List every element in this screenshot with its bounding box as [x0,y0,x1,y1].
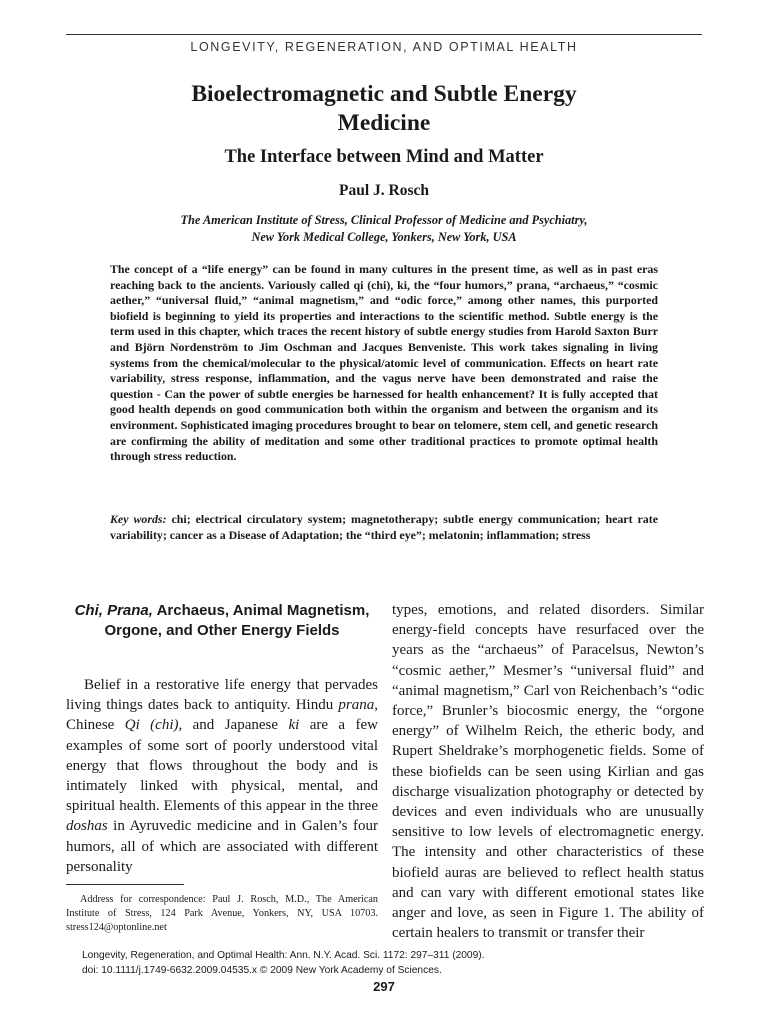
page-number: 297 [373,979,395,994]
right-paragraph: types, emotions, and related disorders. Similar energy-field concepts have resurfaced over the years as the “archaeus” of Paracelsus, Newton’s “cosmic aether,” Mesmer’s “universal fluid” and “animal magnetism,” Carl von Reichenbach’s “odic force,” Brunler’s biocosmic energy, the “orgone energy” of Wilhelm Reich, the etheric body, and Rupert Sheldrake’s morphogenetic fields. Some of these biofields can be seen using Kirlian and gas discharge visualization photography or detected by devices and even individuals who are unusually sensitive to low levels of electromagnetic energy. The intensity and other characteristics of these biofield auras are believed to reflect health status and can vary with different emotional states like anger and love, as seen in Figure 1. The ability of certain healers to transmit or transfer their [392,602,704,942]
section-heading-italic: Chi, Prana, [74,602,153,619]
author-name: Paul J. Rosch [339,182,429,199]
term-doshas: doshas [66,818,108,835]
running-head: LONGEVITY, REGENERATION, AND OPTIMAL HEALTH [66,34,702,54]
abstract: The concept of a “life energy” can be found in many cultures in the present time, as well as in past eras reaching back to the ancients. Variously called qi (chi), ki, the “four humors,” prana, “archaeus,” “cosmic aether,” “universal fluid,” “animal magnetism,” and “odic force,” among other names, this purported biofield is beginning to yield its properties and interactions to the scientific method. Subtle energy is the term used in this chapter, which traces the recent history of subtle energy studies from Harold Saxton Burr and Björn Nordenström to Jim Oschman and Jacques Benveniste. This work takes signaling in living systems from the chemical/molecular to the physical/atomic level of communication. Effects on heart rate variability, stress response, inflammation, and the vagus nerve have been demonstrated and raise the question - Can the power of subtle energies be harnessed for health enhancement? It is fully accepted that good health depends on good communication both within the organism and between the organism and its environment. Sophisticated imaging procedures brought to bear on telomere, stem cell, and genetic research are confirming the ability of meditation and some other traditional practices to promote optimal health through stress reduction. [110,262,658,464]
term-ki: ki [288,717,300,734]
affiliation-line-1: The American Institute of Stress, Clinical Professor of Medicine and Psychiatry, [180,213,588,227]
keywords-text: chi; electrical circulatory system; magnetotherapy; subtle energy communication; heart rate variability; cancer as a Disease of Adaptation; the “third eye”; melatonin; inflammation; stress [110,512,658,542]
title-line-2: Medicine [337,110,431,136]
author-affiliation [90,212,678,246]
term-qi: Qi (chi) [124,717,179,734]
correspondence-footnote: Address for correspondence: Paul J. Rosch, M.D., The American Institute of Stress, 124 Park Avenue, Yonkers, NY, USA 10703. stress124@optonline.net [66,894,378,933]
section-heading [66,601,378,641]
footnote-rule [66,884,184,885]
citation-line-2: doi: 10.1111/j.1749-6632.2009.04535.x © 2009 New York Academy of Sciences. [82,965,442,976]
section-heading-text: Archaeus, Animal Magnetism, Orgone, and Other Energy Fields [104,602,370,639]
article-title [60,80,708,138]
right-column [392,600,704,943]
keywords-label: Key words: [110,512,167,526]
article-subtitle: The Interface between Mind and Matter [224,147,544,167]
keywords [110,512,658,543]
citation-line-1: Longevity, Regeneration, and Optimal Health: Ann. N.Y. Acad. Sci. 1172: 297–311 (2009). [82,950,485,961]
title-line-1: Bioelectromagnetic and Subtle Energy [191,81,577,107]
left-column [66,675,378,877]
left-paragraph: Belief in a restorative life energy that pervades living things dates back to antiquity. Hindu prana, Chinese Qi (chi), and Japanese ki are a few examples of some sort of poorly understood vital energy that flows throughout the body and is intimately linked with physical, mental, and spiritual health. Elements of this appear in the three doshas in Ayruvedic medicine and in Galen’s four humors, all of which are associated with different personality [66,677,378,875]
affiliation-line-2: New York Medical College, Yonkers, New York, USA [251,230,517,244]
citation-block [82,948,642,978]
term-prana: prana [338,697,375,714]
